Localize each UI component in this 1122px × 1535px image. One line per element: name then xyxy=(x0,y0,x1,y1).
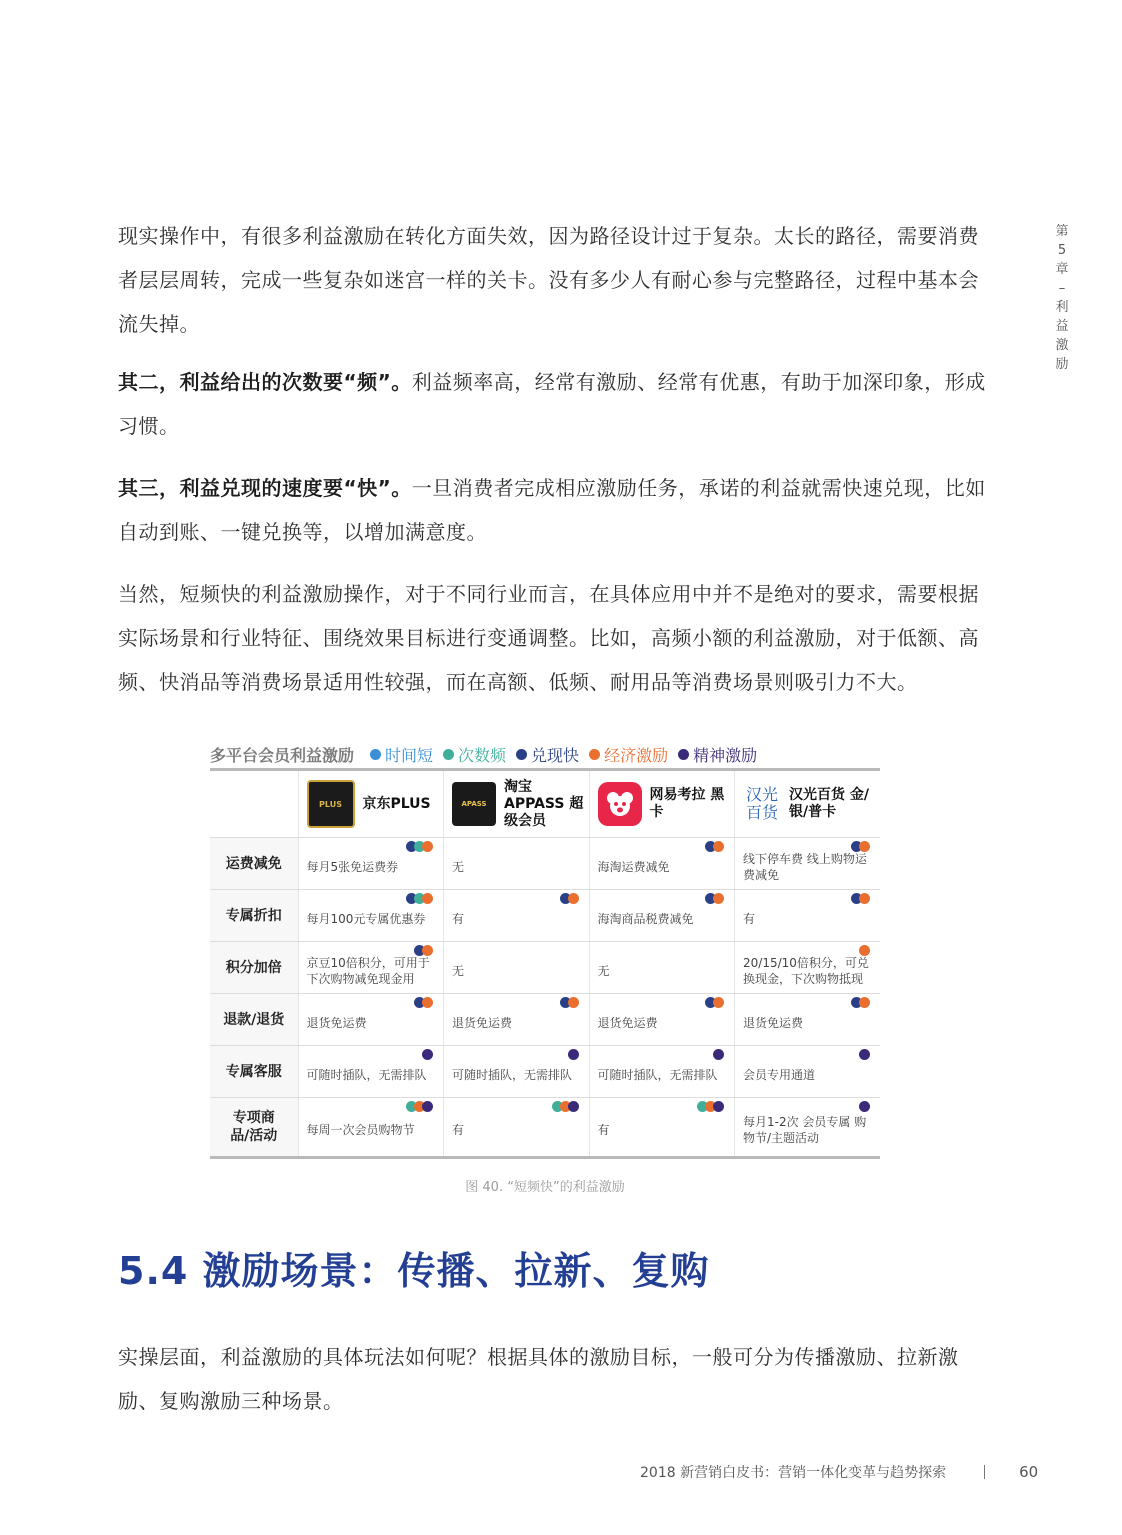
table-cell: 可随时插队，无需排队 xyxy=(298,1046,444,1098)
legend-label: 精神激励 xyxy=(693,745,758,765)
kaola-logo-icon xyxy=(598,782,642,826)
table-cell: 无 xyxy=(444,942,590,994)
table-cell: 无 xyxy=(589,942,735,994)
legend-item xyxy=(443,743,506,766)
table-cell: 每月1-2次 会员专属 购物节/主题活动 xyxy=(735,1098,881,1158)
page-footer xyxy=(640,1462,1038,1482)
figure-caption: 图 40. “短频快”的利益激励 xyxy=(465,1180,625,1195)
legend-dot-icon xyxy=(589,749,600,760)
table-cell: 可随时插队，无需排队 xyxy=(444,1046,590,1098)
table-cell: 海淘商品税费减免 xyxy=(589,890,735,942)
side-char: 章 xyxy=(1055,262,1069,277)
table-row xyxy=(210,1098,880,1158)
side-char: 励 xyxy=(1055,357,1069,372)
body-paragraph: 现实操作中，有很多利益激励在转化方面失效，因为路径设计过于复杂。太长的路径，需要消费者层层周转，完成一些复杂如迷宫一样的关卡。没有多少人有耐心参与完整路径，过程中基本会流失掉。 xyxy=(118,224,979,336)
page-number: 60 xyxy=(1019,1463,1039,1481)
legend-item xyxy=(678,743,757,766)
legend-dot-icon xyxy=(370,749,381,760)
table-cell: 退货免运费 xyxy=(735,994,881,1046)
section-heading: 5.4 激励场景：传播、拉新、复购 xyxy=(118,1249,710,1293)
side-char: 5 xyxy=(1057,243,1067,258)
side-char: 第 xyxy=(1055,224,1069,239)
legend-dot-icon xyxy=(678,749,689,760)
row-label: 运费减免 xyxy=(210,838,298,890)
table-header-row xyxy=(210,770,880,838)
side-char: 益 xyxy=(1055,319,1069,334)
brand-name: 京东PLUS xyxy=(362,795,431,812)
legend-item xyxy=(516,743,579,766)
table-cell: 20/15/10倍积分，可兑换现金，下次购物抵现 xyxy=(735,942,881,994)
table-cell: 退货免运费 xyxy=(589,994,735,1046)
legend-dot-icon xyxy=(443,749,454,760)
legend-item xyxy=(589,743,668,766)
table-cell: 退货免运费 xyxy=(444,994,590,1046)
table-cell: 线下停车费 线上购物运费减免 xyxy=(735,838,881,890)
body-paragraph xyxy=(118,466,988,554)
header-corner xyxy=(210,770,298,838)
table-row xyxy=(210,994,880,1046)
paragraph-text: 一旦消费者完成相应激励任务，承诺的利益就需快速兑现，比如自动到账、一键兑换等，以增加满意度。 xyxy=(118,476,986,544)
figure-title-bar xyxy=(210,740,757,768)
figure-title: 多平台会员利益激励 xyxy=(210,745,355,765)
table-cell: 有 xyxy=(735,890,881,942)
side-char: 利 xyxy=(1055,300,1069,315)
table-cell: 有 xyxy=(589,1098,735,1158)
brand-name: 汉光百货 金/银/普卡 xyxy=(789,787,869,820)
table-cell: 会员专用通道 xyxy=(735,1046,881,1098)
table-row xyxy=(210,942,880,994)
table-row xyxy=(210,1046,880,1098)
row-label: 专属客服 xyxy=(210,1046,298,1098)
brand-name: 网易考拉 黑卡 xyxy=(649,787,725,820)
table-cell: 可随时插队，无需排队 xyxy=(589,1046,735,1098)
side-char: – xyxy=(1058,281,1066,296)
body-paragraph: 实操层面，利益激励的具体玩法如何呢？根据具体的激励目标，一般可分为传播激励、拉新激励、复购激励三种场景。 xyxy=(118,1345,959,1413)
row-label: 专属折扣 xyxy=(210,890,298,942)
footer-title: 2018 新营销白皮书：营销一体化变革与趋势探索 xyxy=(640,1465,947,1481)
legend-label: 次数频 xyxy=(458,745,507,765)
row-label: 退款/退货 xyxy=(210,994,298,1046)
table-cell: 退货免运费 xyxy=(298,994,444,1046)
table-cell: 每月100元专属优惠券 xyxy=(298,890,444,942)
benefit-table xyxy=(210,768,880,1159)
legend-item xyxy=(370,743,433,766)
row-label: 专项商品/活动 xyxy=(210,1098,298,1158)
table-cell: 有 xyxy=(444,890,590,942)
paragraph-lead: 其三，利益兑现的速度要“快”。 xyxy=(118,476,412,500)
legend-label: 时间短 xyxy=(385,745,434,765)
legend-label: 经济激励 xyxy=(604,745,669,765)
table-cell: 每月5张免运费券 xyxy=(298,838,444,890)
brand-header xyxy=(735,770,881,838)
table-cell: 京豆10倍积分，可用于下次购物减免现金用 xyxy=(298,942,444,994)
row-label: 积分加倍 xyxy=(210,942,298,994)
side-char: 激 xyxy=(1055,338,1069,353)
table-cell: 每周一次会员购物节 xyxy=(298,1098,444,1158)
taobao-apass-logo-icon: APASS xyxy=(452,782,496,826)
table-cell: 无 xyxy=(444,838,590,890)
table-row xyxy=(210,838,880,890)
brand-name: 淘宝 APPASS 超级会员 xyxy=(504,778,584,829)
table-cell: 有 xyxy=(444,1098,590,1158)
legend-label: 兑现快 xyxy=(531,745,580,765)
paragraph-text: 利益频率高，经常有激励、经常有优惠，有助于加深印象，形成习惯。 xyxy=(118,370,986,438)
footer-divider xyxy=(984,1465,985,1479)
brand-header xyxy=(589,770,735,838)
paragraph-lead: 其二，利益给出的次数要“频”。 xyxy=(118,370,412,394)
brand-header xyxy=(444,770,590,838)
table-cell: 海淘运费减免 xyxy=(589,838,735,890)
body-paragraph: 当然，短频快的利益激励操作，对于不同行业而言，在具体应用中并不是绝对的要求，需要根据实际场景和行业特征、围绕效果目标进行变通调整。比如，高频小额的利益激励，对于低额、高频、快消品等消费场景适用性较强，而在高额、低频、耐用品等消费场景则吸引力不大。 xyxy=(118,582,979,694)
chapter-side-tab xyxy=(1053,222,1071,374)
jd-plus-logo-icon: PLUS xyxy=(307,780,355,828)
legend-dot-icon xyxy=(516,749,527,760)
table-row xyxy=(210,890,880,942)
hanguang-logo-icon: 汉光 百货 xyxy=(743,782,781,826)
body-paragraph xyxy=(118,360,988,448)
brand-header xyxy=(298,770,444,838)
